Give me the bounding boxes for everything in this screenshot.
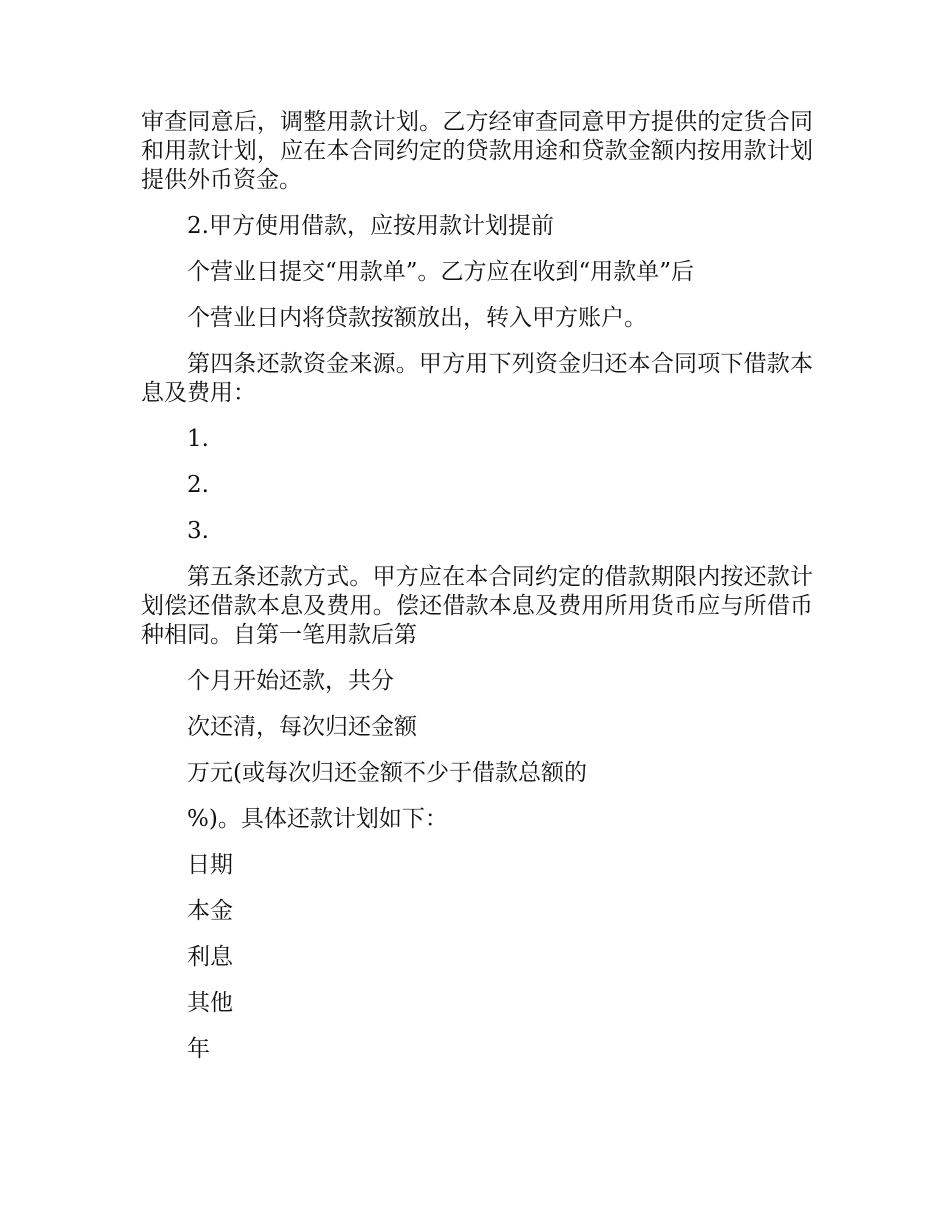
paragraph-7: 个月开始还款，共分 bbox=[187, 668, 394, 694]
paragraph-4: 个营业日内将贷款按额放出，转入甲方账户。 bbox=[187, 305, 647, 331]
paragraph-8: 次还清，每次归还金额 bbox=[187, 714, 417, 740]
paragraph-1: 审查同意后，调整用款计划。乙方经审查同意甲方提供的定货合同和用款计划，应在本合同约定的贷款用途和贷款金额内按用款计划提供外币资金。 bbox=[141, 109, 813, 193]
list-item-2: 2. bbox=[187, 472, 209, 498]
table-header-date: 日期 bbox=[187, 852, 233, 878]
paragraph-10: %)。具体还款计划如下： bbox=[187, 806, 448, 832]
table-cell-year: 年 bbox=[187, 1036, 210, 1062]
paragraph-3: 个营业日提交“用款单”。乙方应在收到“用款单”后 bbox=[187, 259, 695, 285]
table-header-other: 其他 bbox=[187, 990, 233, 1016]
table-header-principal: 本金 bbox=[187, 898, 233, 924]
paragraph-5: 第四条还款资金来源。甲方用下列资金归还本合同项下借款本息及费用： bbox=[141, 351, 813, 406]
paragraph-2: 2.甲方使用借款，应按用款计划提前 bbox=[187, 213, 554, 239]
list-item-3: 3. bbox=[187, 518, 209, 544]
paragraph-6: 第五条还款方式。甲方应在本合同约定的借款期限内按还款计划偿还借款本息及费用。偿还借款本息及费用所用货币应与所借币种相同。自第一笔用款后第 bbox=[141, 564, 813, 648]
paragraph-9: 万元(或每次归还金额不少于借款总额的 bbox=[187, 760, 587, 786]
table-header-interest: 利息 bbox=[187, 944, 233, 970]
document-page bbox=[141, 108, 813, 1064]
list-item-1: 1. bbox=[187, 426, 209, 452]
